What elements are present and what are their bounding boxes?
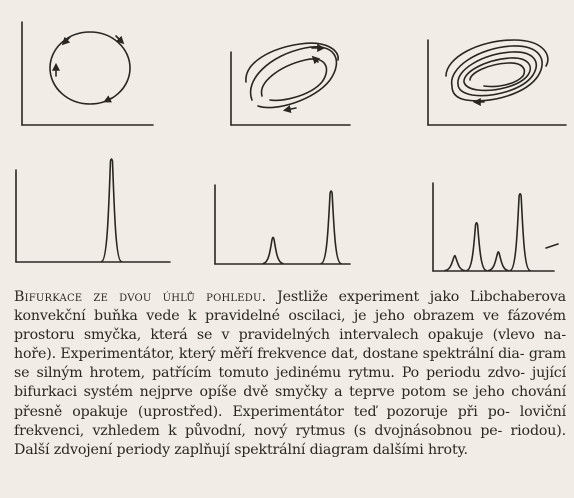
caption-line-4: gram se silným hrotem, patřícím tomuto jedinému rytmu. Po periodu zdvo- [14, 346, 566, 382]
spectrum-3-peak-4 [510, 194, 530, 271]
caption-lead: Bifurkace ze dvou úhlů pohledu. [14, 289, 267, 305]
spectrum-3-peak-1 [445, 256, 465, 271]
phase-portrait-period-1 [22, 22, 153, 125]
caption-line-3: hoře). Experimentátor, který měří frekvence dat, dostane spektrální dia- [14, 346, 525, 363]
spectrum-3-peak-2 [467, 223, 487, 271]
page-edge-mark [546, 244, 558, 248]
caption-line-0: Jestliže experiment jako Libchaberova [266, 289, 566, 305]
caption-line-5: jující bifurkaci systém nejprve opíše dvě smyčky a teprve potom se jeho [14, 365, 566, 401]
caption-line-6: chování přesně opakuje (uprostřed). Experimentátor teď pozoruje při po- [14, 384, 566, 420]
spectrum-1-peak-1 [102, 159, 122, 262]
caption-paragraph [14, 288, 566, 460]
caption-line-1: konvekční buňka vede k pravidelné oscilaci, je jeho obrazem ve fázovém [14, 308, 566, 325]
caption-line-7: loviční frekvenci, vzhledem k původní, nový rytmus (s dvojnásobnou pe- [14, 403, 566, 439]
figure-caption [14, 288, 566, 460]
caption-line-2: prostoru smyčka, která se v pravidelných intervalech opakuje (vlevo na- [14, 327, 566, 344]
spectrum-2-peak-2 [321, 191, 341, 263]
spectrum-2-peak-1 [263, 237, 283, 263]
phase-portrait-period-2 [231, 43, 350, 125]
caption-line-8: riodou). Další zdvojení periody zaplňují spektrální diagram dalšími hroty. [14, 422, 566, 458]
spectrum-peaks-group [102, 159, 530, 271]
spectrum-3-peak-3 [488, 252, 508, 271]
phase-portrait-period-4 [428, 40, 566, 125]
